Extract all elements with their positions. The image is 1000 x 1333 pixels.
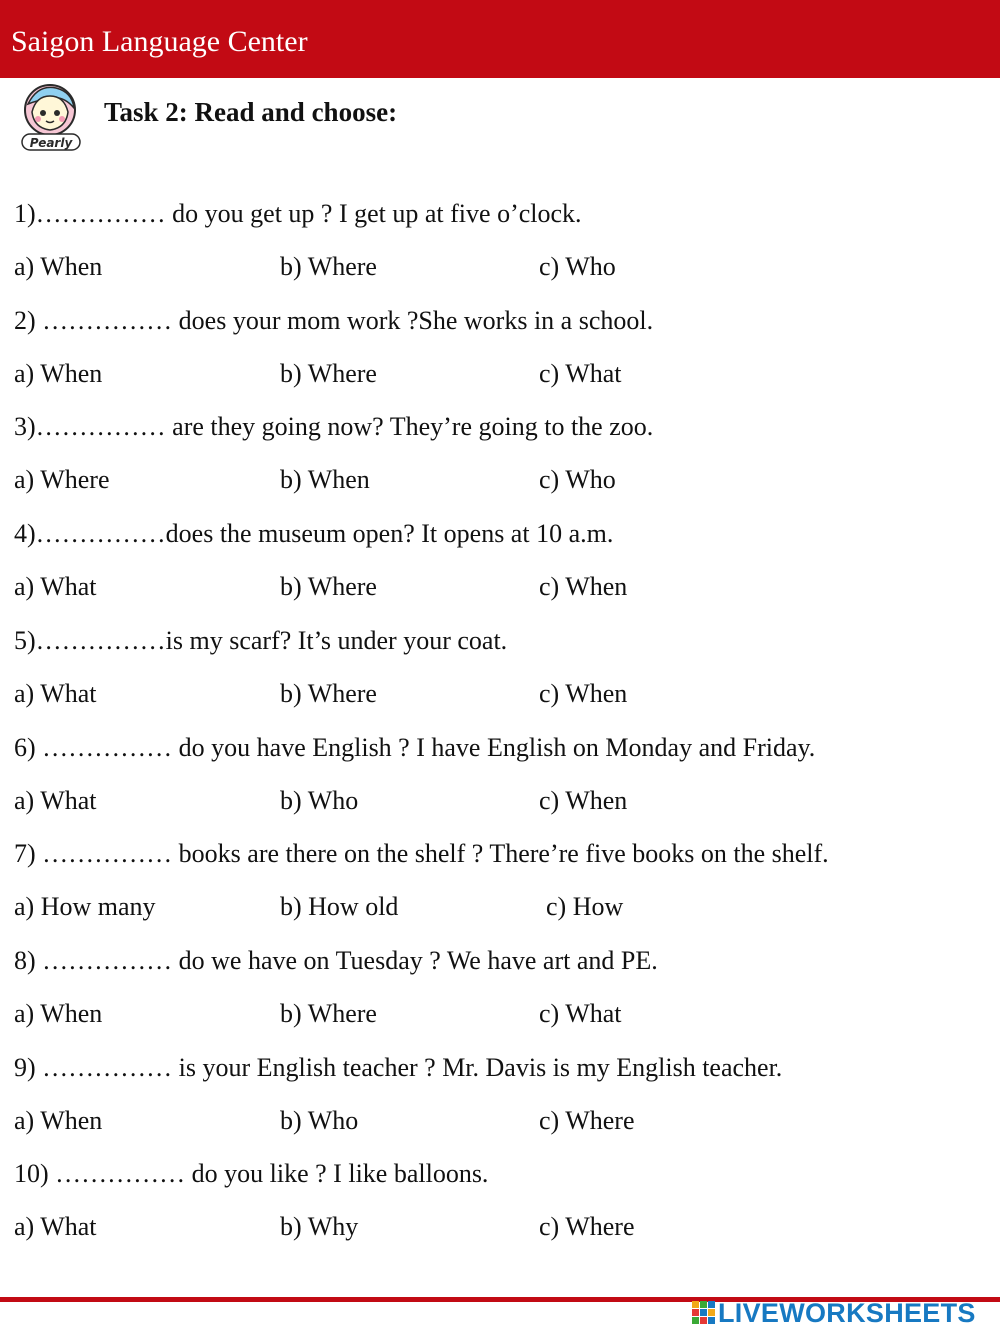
question-5-option-b[interactable]: b) Where xyxy=(280,679,377,708)
question-9-text: 9) …………… is your English teacher ? Mr. Davis is my English teacher. xyxy=(14,1053,783,1082)
task-title: Task 2: Read and choose: xyxy=(104,97,398,127)
question-6-option-a[interactable]: a) What xyxy=(14,786,97,815)
question-9-option-a[interactable]: a) When xyxy=(14,1106,103,1135)
logo-text: Pearly xyxy=(29,136,73,150)
question-4-text: 4)……………does the museum open? It opens at 10 a.m. xyxy=(14,519,614,548)
header-title: Saigon Language Center xyxy=(11,25,308,58)
question-7-options xyxy=(14,892,914,922)
question-8-text: 8) …………… do we have on Tuesday ? We have art and PE. xyxy=(14,946,658,975)
question-1-option-b[interactable]: b) Where xyxy=(280,252,377,281)
pearly-logo xyxy=(12,82,92,154)
question-6-option-c[interactable]: c) When xyxy=(539,786,628,815)
question-3-options xyxy=(14,465,914,495)
question-1-option-c[interactable]: c) Who xyxy=(539,252,616,281)
question-3-option-b[interactable]: b) When xyxy=(280,465,370,494)
question-9-option-c[interactable]: c) Where xyxy=(539,1106,635,1135)
question-10-text: 10) …………… do you like ? I like balloons. xyxy=(14,1159,489,1188)
question-4-option-c[interactable]: c) When xyxy=(539,572,628,601)
question-7-option-b[interactable]: b) How old xyxy=(280,892,399,921)
question-6-text: 6) …………… do you have English ? I have English on Monday and Friday. xyxy=(14,733,816,762)
question-8-option-c[interactable]: c) What xyxy=(539,999,622,1028)
question-9-options xyxy=(14,1106,914,1136)
question-4-option-b[interactable]: b) Where xyxy=(280,572,377,601)
question-10-option-b[interactable]: b) Why xyxy=(280,1212,359,1241)
question-6-option-b[interactable]: b) Who xyxy=(280,786,359,815)
question-2-options xyxy=(14,359,914,389)
question-5-option-c[interactable]: c) When xyxy=(539,679,628,708)
question-7-option-a[interactable]: a) How many xyxy=(14,892,156,921)
question-3-option-c[interactable]: c) Who xyxy=(539,465,616,494)
question-6-options xyxy=(14,786,914,816)
question-10-option-c[interactable]: c) Where xyxy=(539,1212,635,1241)
question-5-options xyxy=(14,679,914,709)
question-10-options xyxy=(14,1212,914,1242)
liveworksheets-icon xyxy=(690,1298,718,1328)
question-8-option-b[interactable]: b) Where xyxy=(280,999,377,1028)
liveworksheets-logo xyxy=(690,1298,995,1328)
question-8-options xyxy=(14,999,914,1029)
question-7-text: 7) …………… books are there on the shelf ? There’re five books on the shelf. xyxy=(14,839,829,868)
question-7-option-c[interactable]: c) How xyxy=(546,892,624,921)
question-1-options xyxy=(14,252,914,282)
question-4-options xyxy=(14,572,914,602)
question-5-text: 5)……………is my scarf? It’s under your coat. xyxy=(14,626,508,655)
header-bar xyxy=(0,0,1000,78)
question-5-option-a[interactable]: a) What xyxy=(14,679,97,708)
question-8-option-a[interactable]: a) When xyxy=(14,999,103,1028)
question-2-option-a[interactable]: a) When xyxy=(14,359,103,388)
question-3-option-a[interactable]: a) Where xyxy=(14,465,110,494)
question-2-option-b[interactable]: b) Where xyxy=(280,359,377,388)
question-2-text: 2) …………… does your mom work ?She works in a school. xyxy=(14,306,654,335)
liveworksheets-brand: LIVEWORKSHEETS xyxy=(718,1298,976,1328)
question-1-option-a[interactable]: a) When xyxy=(14,252,103,281)
question-1-text: 1)…………… do you get up ? I get up at five o’clock. xyxy=(14,199,582,228)
question-4-option-a[interactable]: a) What xyxy=(14,572,97,601)
question-9-option-b[interactable]: b) Who xyxy=(280,1106,359,1135)
question-2-option-c[interactable]: c) What xyxy=(539,359,622,388)
question-3-text: 3)…………… are they going now? They’re going to the zoo. xyxy=(14,412,654,441)
question-10-option-a[interactable]: a) What xyxy=(14,1212,97,1241)
